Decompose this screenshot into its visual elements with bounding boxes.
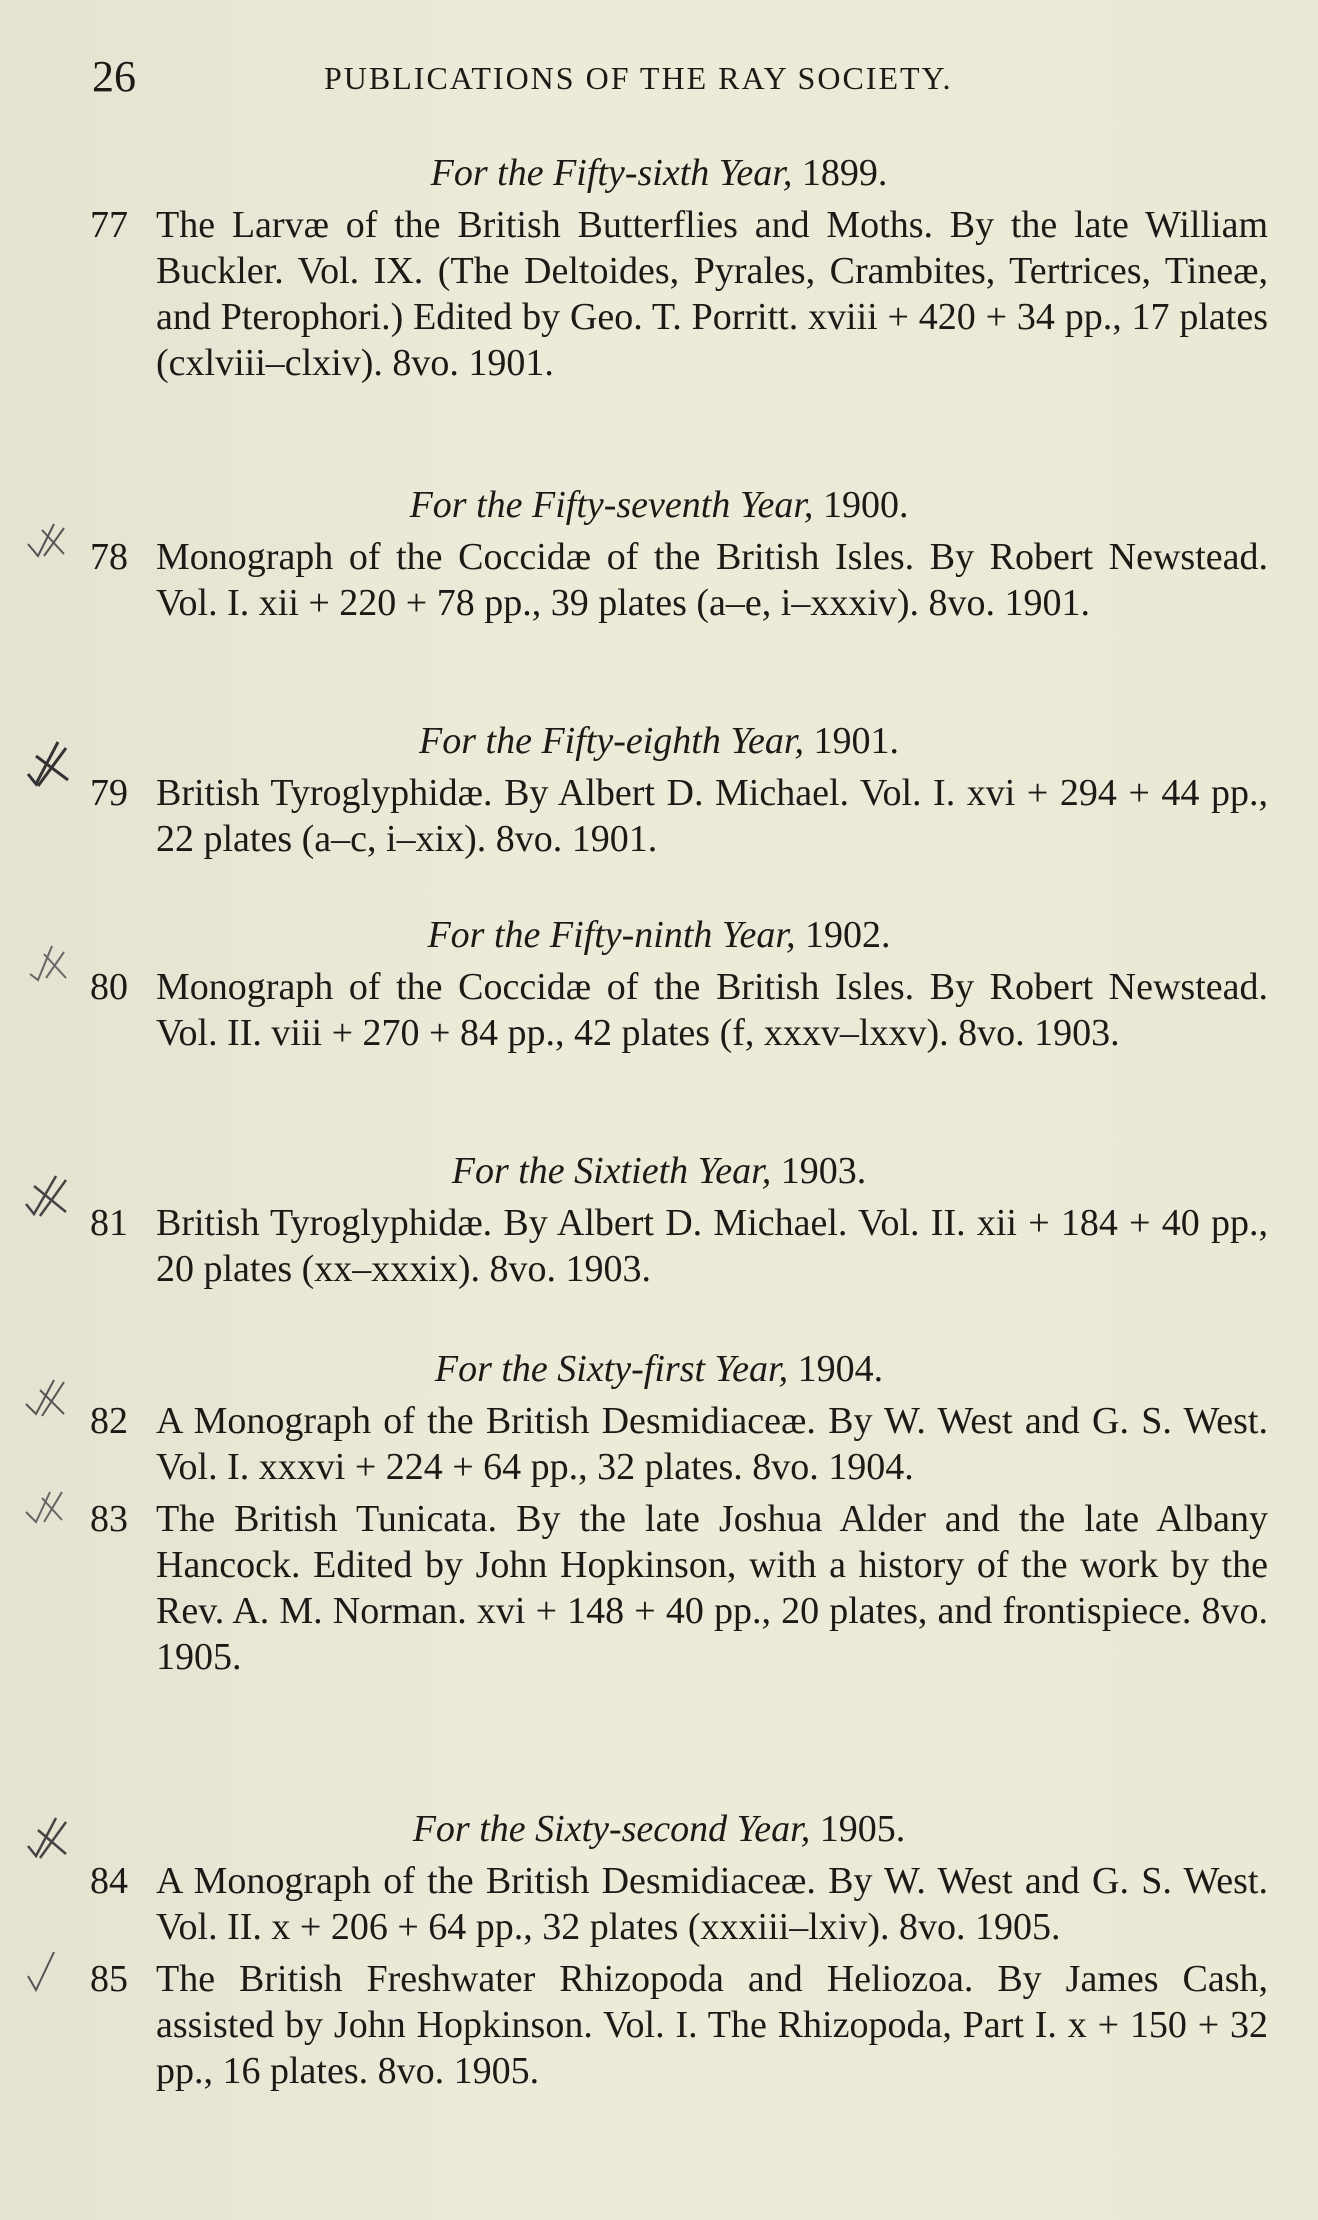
year-heading: For the Fifty-ninth Year, 1902. <box>427 914 891 956</box>
year-section <box>0 150 1318 386</box>
pencil-check-mark-icon <box>20 510 80 570</box>
pencil-check-mark-icon <box>20 1942 80 2002</box>
running-title: PUBLICATIONS OF THE RAY SOCIETY. <box>324 60 953 96</box>
entry-text: Monograph of the Coccidæ of the British Isles. By Robert Newstead. Vol. II. viii + 270 + 84 pp., 42 plates (f, xxxv–lxxv). 8vo. 1903. <box>156 966 1268 1054</box>
entry-number: 85 <box>90 1958 128 2000</box>
page-number: 26 <box>92 52 136 101</box>
year-heading: For the Fifty-seventh Year, 1900. <box>409 484 909 526</box>
publication-entry <box>0 534 1318 626</box>
year-heading: For the Sixty-second Year, 1905. <box>412 1808 906 1850</box>
entry-text: The British Tunicata. By the late Joshua Alder and the late Albany Hancock. Edited by John Hopkinson, with a history of the work by the Rev. A. M. Norman. xvi + 148 + 40 pp., 20 plates, and frontispiece. 8vo. 1905. <box>156 1498 1268 1678</box>
year-heading: For the Fifty-sixth Year, 1899. <box>430 152 888 194</box>
publication-entry <box>0 964 1318 1056</box>
year-heading: For the Fifty-eighth Year, 1901. <box>419 720 899 762</box>
entry-number: 83 <box>90 1498 128 1540</box>
year-section <box>0 1806 1318 2094</box>
entry-number: 81 <box>90 1202 128 1244</box>
pencil-check-mark-icon <box>20 1368 80 1428</box>
pencil-cross-mark-icon <box>20 734 80 794</box>
year-heading: For the Sixtieth Year, 1903. <box>451 1150 867 1192</box>
entry-text: British Tyroglyphidæ. By Albert D. Michael. Vol. II. xii + 184 + 40 pp., 20 plates (xx–xxxix). 8vo. 1903. <box>156 1202 1268 1290</box>
publication-entry <box>0 1200 1318 1292</box>
year-heading: For the Sixty-first Year, 1904. <box>434 1348 884 1390</box>
entry-number: 80 <box>90 966 128 1008</box>
publication-entry <box>0 1496 1318 1680</box>
pencil-cross-mark-icon <box>20 1166 80 1226</box>
entry-text: A Monograph of the British Desmidiaceæ. By W. West and G. S. West. Vol. I. xxxvi + 224 + 64 pp., 32 plates. 8vo. 1904. <box>156 1400 1268 1488</box>
entry-number: 82 <box>90 1400 128 1442</box>
pencil-check-mark-icon <box>20 934 80 994</box>
entry-text: Monograph of the Coccidæ of the British Isles. By Robert Newstead. Vol. I. xii + 220 + 78 pp., 39 plates (a–e, i–xxxiv). 8vo. 1901. <box>156 536 1268 624</box>
running-head <box>92 52 1272 102</box>
publication-entry <box>0 202 1318 386</box>
entry-number: 84 <box>90 1860 128 1902</box>
year-section <box>0 912 1318 1056</box>
year-section <box>0 482 1318 626</box>
entry-text: The Larvæ of the British Butterflies and Moths. By the late William Buckler. Vol. IX. (The Deltoides, Pyrales, Crambites, Tertrices, Tineæ, and Pterophori.) Edited by Geo. T. Porritt. xviii + 420 + 34 pp., 17 plates (cxlviii–clxiv). 8vo. 1901. <box>156 204 1268 384</box>
publication-entry <box>0 1398 1318 1490</box>
pencil-cross-mark-icon <box>20 1808 80 1868</box>
entry-text: The British Freshwater Rhizopoda and Heliozoa. By James Cash, assisted by John Hopkinson. Vol. I. The Rhizopoda, Part I. x + 150 + 32 pp., 16 plates. 8vo. 1905. <box>156 1958 1268 2092</box>
year-section <box>0 718 1318 862</box>
publication-entry <box>0 1956 1318 2094</box>
year-section <box>0 1346 1318 1680</box>
pencil-check-mark-icon <box>20 1476 80 1536</box>
entry-number: 78 <box>90 536 128 578</box>
entry-text: British Tyroglyphidæ. By Albert D. Michael. Vol. I. xvi + 294 + 44 pp., 22 plates (a–c, i–xix). 8vo. 1901. <box>156 772 1268 860</box>
publication-entry <box>0 770 1318 862</box>
entry-text: A Monograph of the British Desmidiaceæ. By W. West and G. S. West. Vol. II. x + 206 + 64 pp., 32 plates (xxxiii–lxiv). 8vo. 1905. <box>156 1860 1268 1948</box>
publication-entry <box>0 1858 1318 1950</box>
entry-number: 77 <box>90 204 128 246</box>
entry-number: 79 <box>90 772 128 814</box>
year-section <box>0 1148 1318 1292</box>
